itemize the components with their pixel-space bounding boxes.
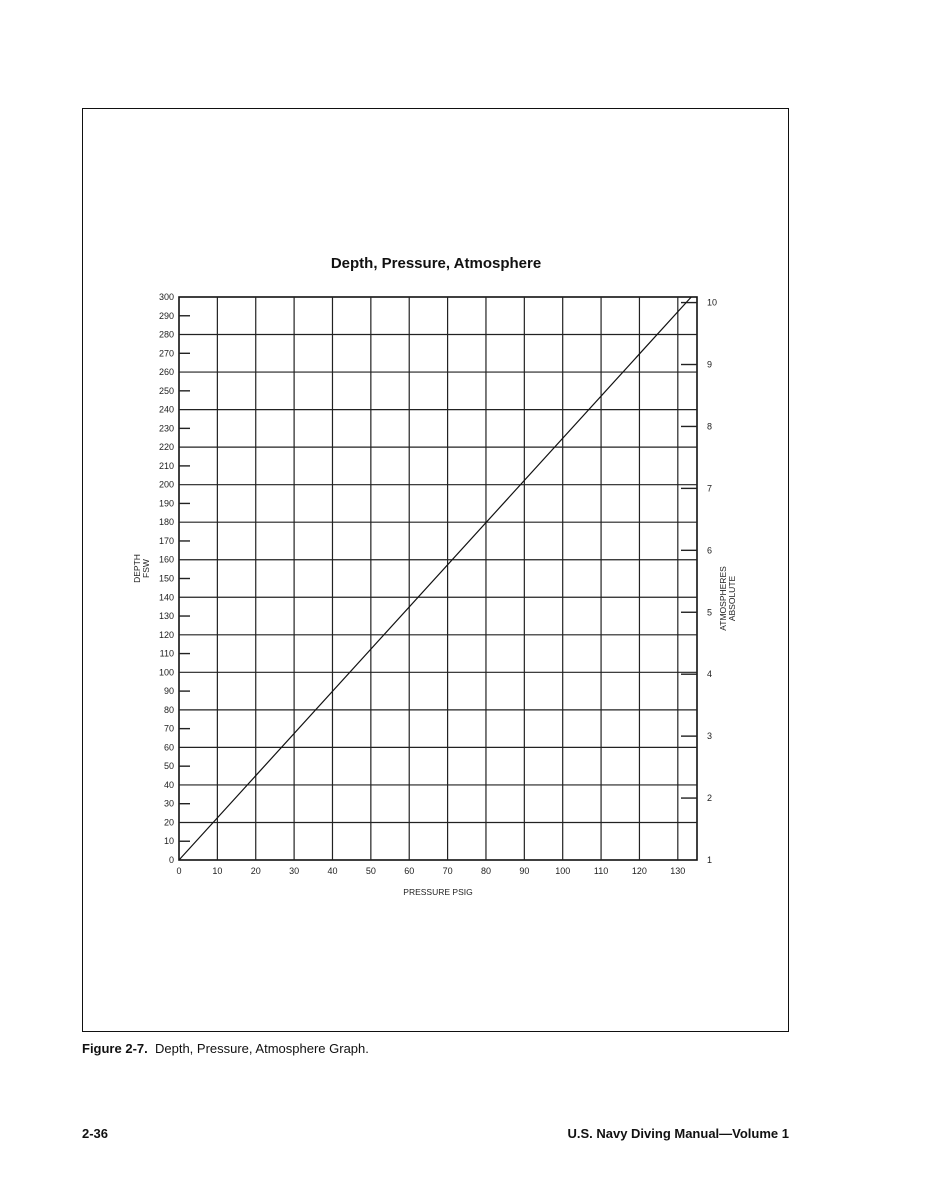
x-tick-label: 120 — [631, 866, 647, 876]
y-tick-label: 0 — [168, 855, 174, 865]
chart-title: Depth, Pressure, Atmosphere — [330, 255, 542, 272]
x-tick-label: 100 — [555, 866, 571, 876]
y2-tick-label: 6 — [707, 545, 713, 556]
y-tick-label: 300 — [158, 292, 174, 302]
x-tick-label: 130 — [670, 866, 686, 876]
y2-tick-label: 4 — [707, 669, 713, 680]
x-tick-label: 30 — [289, 866, 300, 876]
y2-tick-label: 2 — [707, 793, 713, 804]
y-tick-label: 110 — [159, 648, 174, 659]
x-tick-label: 40 — [327, 866, 338, 876]
y-tick-label: 140 — [158, 592, 174, 603]
x-tick-label: 70 — [442, 866, 453, 876]
page-number: 2-36 — [82, 1126, 109, 1141]
y-tick-label: 60 — [163, 742, 174, 753]
y-axis-label — [132, 554, 151, 583]
y-tick-label: 290 — [158, 310, 174, 321]
y-tick-label: 120 — [158, 629, 174, 640]
y-tick-label: 190 — [158, 498, 174, 509]
y2-axis-label-line: ABSOLUTE — [727, 575, 737, 622]
y-tick-label: 80 — [163, 704, 174, 715]
labels — [132, 292, 737, 876]
plot-border — [179, 297, 697, 860]
y2-tick-label: 5 — [707, 607, 713, 618]
x-axis-label: PRESSURE PSIG — [403, 887, 473, 897]
y-tick-label: 160 — [158, 554, 174, 565]
grid — [179, 297, 697, 860]
manual-title: U.S. Navy Diving Manual—Volume 1 — [567, 1126, 789, 1141]
y-tick-label: 180 — [158, 517, 174, 528]
y-tick-label: 170 — [158, 535, 174, 546]
y2-tick-label: 8 — [707, 421, 713, 432]
figure-caption — [82, 1041, 369, 1056]
y-tick-label: 200 — [158, 479, 174, 490]
y-tick-label: 130 — [158, 611, 174, 622]
y-tick-label: 10 — [163, 836, 174, 847]
y2-tick-label: 9 — [707, 359, 713, 370]
y-tick-label: 40 — [163, 779, 174, 790]
y-tick-label: 50 — [163, 761, 174, 772]
y2-tick-label: 10 — [707, 297, 718, 308]
y-tick-label: 150 — [158, 573, 174, 584]
y-tick-label: 280 — [158, 329, 174, 340]
y2-axis-label-line: ATMOSPHERES — [718, 566, 728, 631]
y-tick-label: 270 — [158, 348, 174, 359]
x-tick-label: 110 — [593, 866, 609, 876]
x-tick-label: 0 — [176, 866, 182, 876]
y-tick-label: 90 — [163, 686, 174, 697]
y-tick-label: 250 — [158, 385, 174, 396]
y-axis-label-line: DEPTH — [132, 554, 142, 583]
y-tick-label: 70 — [163, 723, 174, 734]
x-tick-label: 60 — [404, 866, 415, 876]
x-tick-label: 90 — [519, 866, 530, 876]
caption-text: Depth, Pressure, Atmosphere Graph. — [154, 1041, 369, 1056]
y-tick-label: 20 — [163, 817, 174, 828]
y-tick-label: 100 — [158, 667, 174, 678]
y-tick-label: 30 — [163, 798, 174, 809]
ticks — [179, 303, 697, 842]
y2-axis-label — [718, 566, 737, 631]
y-tick-label: 260 — [158, 367, 174, 378]
y2-tick-label: 7 — [707, 483, 713, 494]
y-tick-label: 210 — [158, 460, 174, 471]
y-tick-label: 230 — [158, 423, 174, 434]
y2-tick-label: 3 — [707, 731, 713, 742]
x-tick-label: 80 — [480, 866, 491, 876]
y-tick-label: 220 — [158, 442, 174, 453]
y-axis-label-line: FSW — [141, 559, 151, 578]
y-tick-label: 240 — [158, 404, 174, 415]
x-tick-label: 50 — [365, 866, 376, 876]
x-tick-label: 10 — [212, 866, 223, 876]
y2-tick-label: 1 — [707, 855, 713, 865]
x-tick-label: 20 — [250, 866, 261, 876]
caption-label: Figure 2-7. — [82, 1041, 148, 1056]
